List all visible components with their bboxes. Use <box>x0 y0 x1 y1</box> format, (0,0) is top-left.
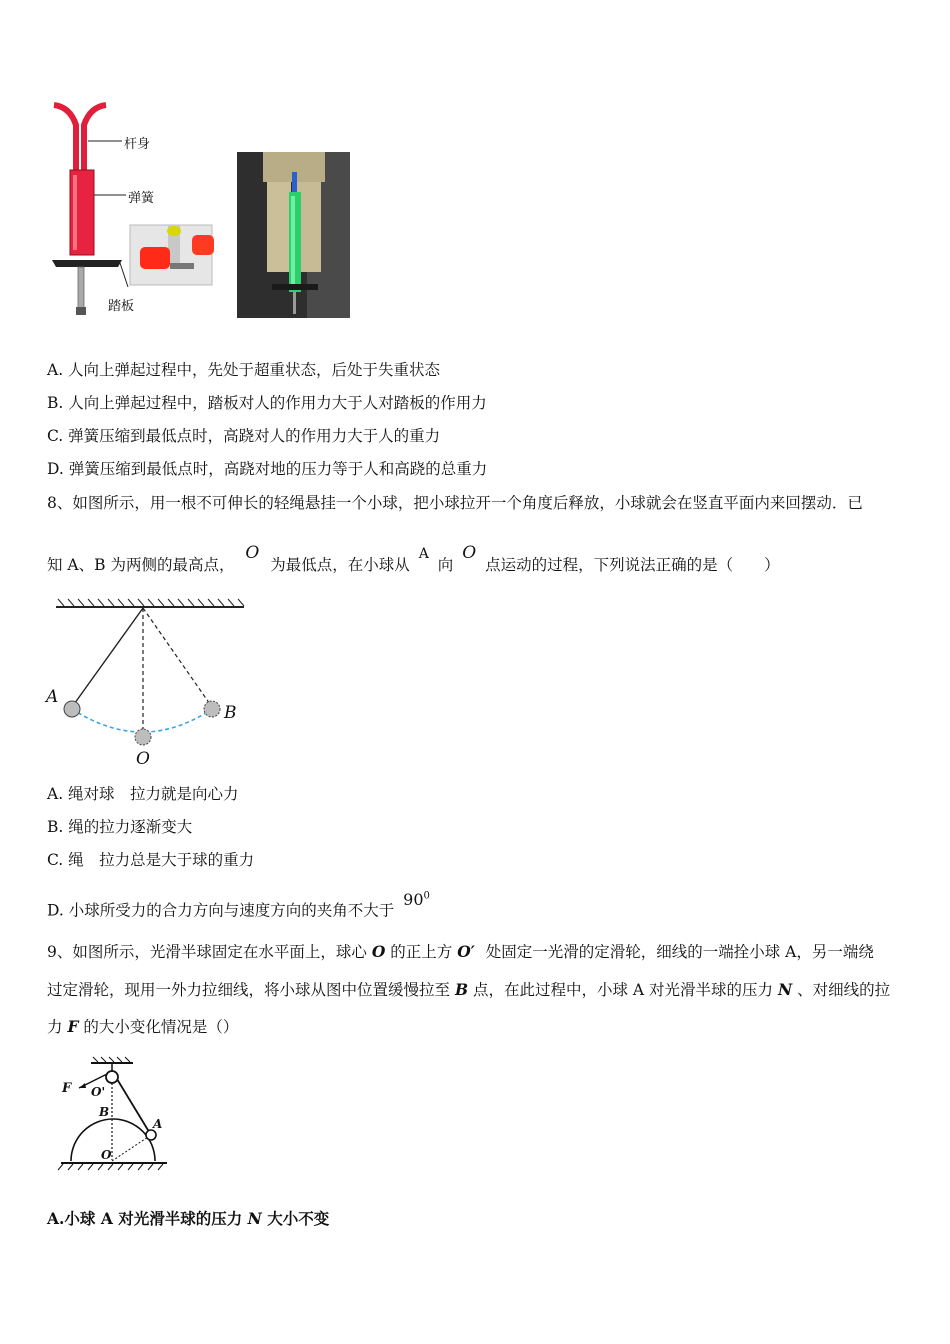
pendulum-diagram <box>42 595 252 770</box>
q8-text-d: 点运动的过程，下列说法正确的是（ ） <box>485 556 780 574</box>
label-spring: 弹簧 <box>128 191 155 206</box>
q8-option-b: B. 绳的拉力逐渐变大 <box>47 818 193 836</box>
q8-angle-degree: 0 <box>423 891 430 902</box>
q8-stem-line2 <box>47 543 780 576</box>
q9-text-1b: 的正上方 <box>390 943 453 961</box>
label-rod: 杆身 <box>124 137 151 152</box>
q9-symbol-f: F <box>67 1017 79 1036</box>
pogo-stick-photo <box>237 152 350 318</box>
hemi-label-o: O <box>101 1148 112 1162</box>
hemi-label-oprime: O' <box>91 1085 106 1099</box>
hemi-label-f: F <box>62 1081 72 1096</box>
q7-option-c: C. 弹簧压缩到最低点时，高跷对人的作用力大于人的重力 <box>47 427 441 445</box>
q7-option-b: B. 人向上弹起过程中，踏板对人的作用力大于人对踏板的作用力 <box>47 394 487 412</box>
q8-stem-line1: 8、如图所示，用一根不可伸长的轻绳悬挂一个小球，把小球拉开一个角度后释放，小球就会在竖直平面内来回摆动．已 <box>47 494 863 512</box>
q9-stem-line1 <box>47 942 874 962</box>
q8-symbol-a: A <box>418 546 429 562</box>
person-photo-drawing <box>237 152 350 318</box>
q9-option-a-text2: 大小不变 <box>267 1209 330 1228</box>
hemi-label-b: B <box>99 1105 110 1119</box>
q8-symbol-o2: O <box>462 543 477 563</box>
q9-option-a-n: N <box>247 1209 262 1228</box>
q8-option-a: A. 绳对球 拉力就是向心力 <box>47 785 239 803</box>
pendulum-drawing <box>42 595 252 770</box>
q8-text-c: 向 <box>437 556 454 574</box>
q9-symbol-oprime: O′ <box>457 942 475 961</box>
q8-angle-value: 90 <box>403 890 424 910</box>
q9-symbol-n: N <box>778 980 793 999</box>
q9-stem-line2 <box>47 980 890 1000</box>
q9-text-2c: 、对细线的拉 <box>797 981 891 999</box>
q9-text-3a: 力 <box>47 1018 63 1036</box>
q8-text-a: 知 A、B 为两侧的最高点， <box>47 556 235 574</box>
q9-text-2b: 点，在此过程中，小球 A 对光滑半球的压力 <box>473 981 774 999</box>
q9-option-a-text: A.小球 A 对光滑半球的压力 <box>47 1209 243 1228</box>
hemisphere-drawing <box>55 1055 175 1175</box>
q9-text-2a: 过定滑轮，现用一外力拉细线，将小球从图中位置缓慢拉至 <box>47 981 451 999</box>
pendulum-label-b: B <box>224 703 237 723</box>
q9-symbol-b: B <box>454 980 469 999</box>
q9-text-1c: 处固定一光滑的定滑轮，细线的一端拴小球 A，另一端绕 <box>485 943 874 961</box>
q7-option-a: A. 人向上弹起过程中，先处于超重状态，后处于失重状态 <box>47 361 441 379</box>
q7-option-d: D. 弹簧压缩到最低点时，高跷对地的压力等于人和高跷的总重力 <box>47 460 488 478</box>
pendulum-label-o: O <box>136 749 150 769</box>
q8-option-d <box>47 890 430 920</box>
q9-symbol-o: O <box>371 942 386 961</box>
q9-option-a <box>47 1209 329 1229</box>
q8-option-c: C. 绳 拉力总是大于球的重力 <box>47 851 255 869</box>
pendulum-label-a: A <box>46 687 59 707</box>
q9-text-3b: 的大小变化情况是（） <box>83 1018 239 1036</box>
q8-option-d-angle <box>403 890 430 909</box>
pogo-stick-drawing <box>40 95 220 325</box>
q8-text-b: 为最低点，在小球从 <box>270 556 410 574</box>
q9-text-1a: 9、如图所示，光滑半球固定在水平面上，球心 <box>47 943 367 961</box>
q8-option-d-text: D. 小球所受力的合力方向与速度方向的夹角不大于 <box>47 901 395 920</box>
hemi-label-a: A <box>153 1117 163 1131</box>
hemisphere-pulley-diagram <box>55 1055 175 1175</box>
q8-symbol-o: O <box>245 543 260 563</box>
pogo-stick-diagram <box>40 95 220 325</box>
q9-stem-line3 <box>47 1017 238 1037</box>
label-pedal: 踏板 <box>108 299 135 314</box>
